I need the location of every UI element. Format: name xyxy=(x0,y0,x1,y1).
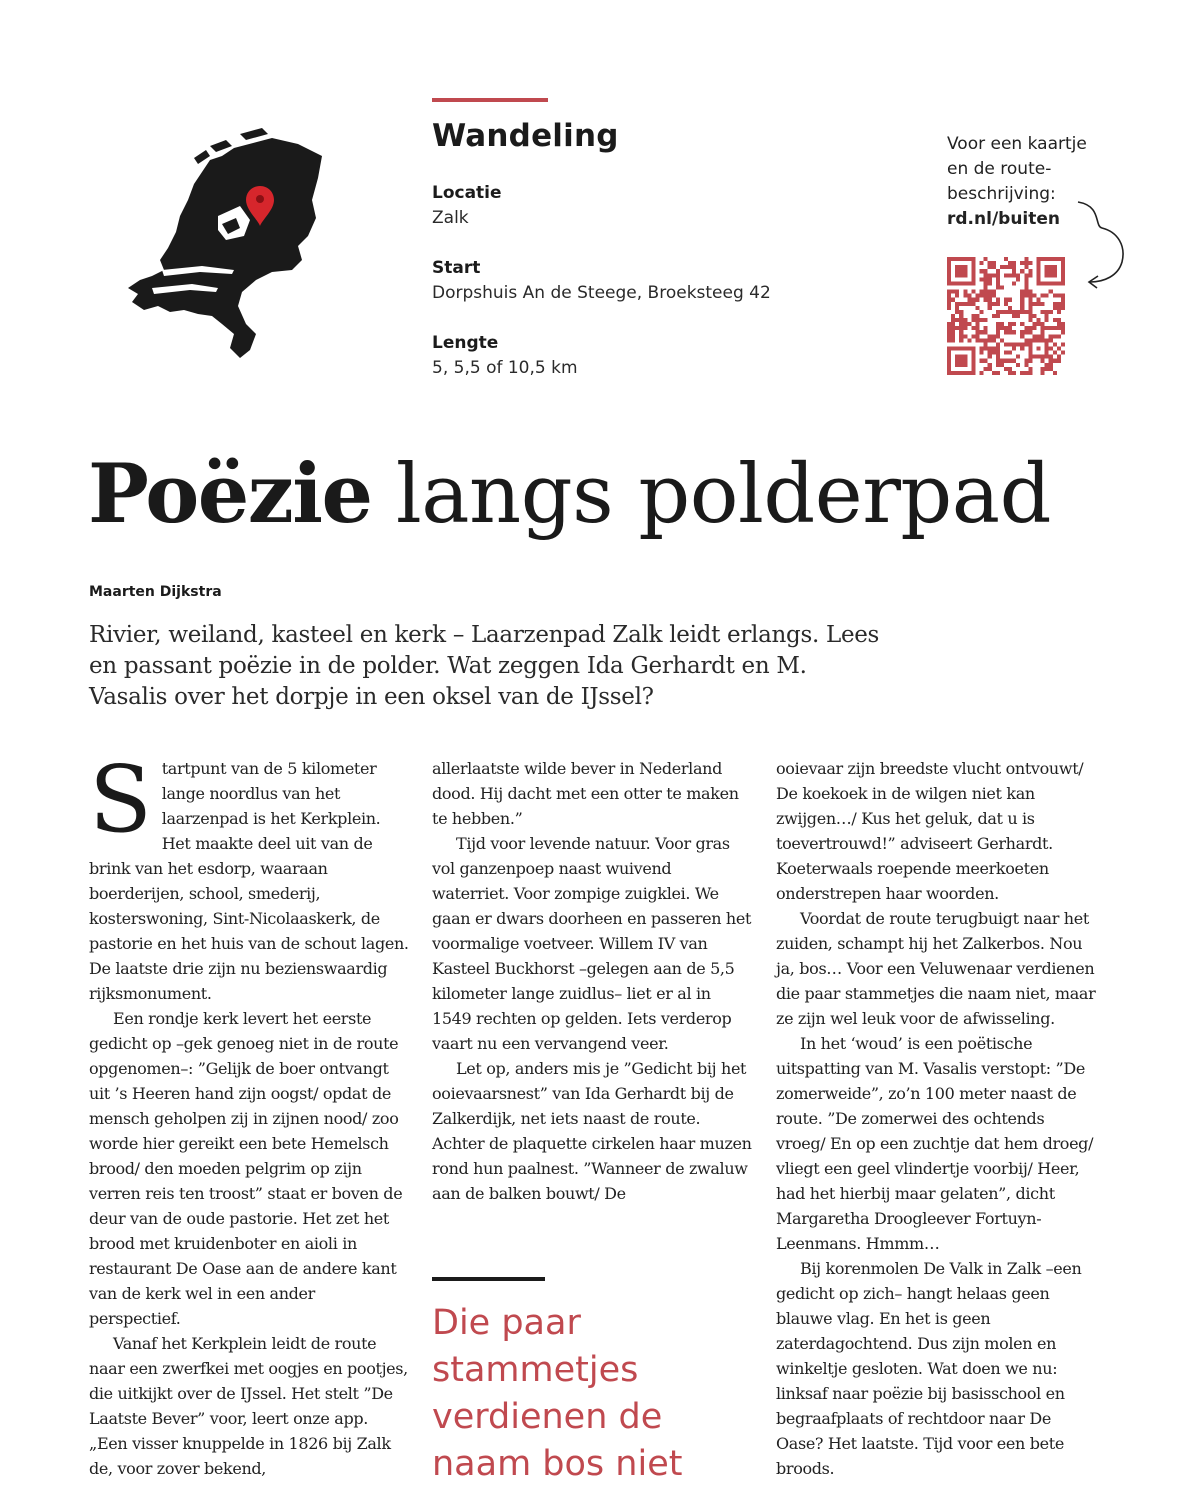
info-location xyxy=(432,181,852,231)
title-bold: Poëzie xyxy=(88,447,372,542)
info-start xyxy=(432,256,852,306)
body-column-2 xyxy=(432,756,752,1206)
paragraph: Vanaf het Kerkplein leidt de route naar een zwerfkei met oogjes en pootjes, die uitkijkt over de IJssel. Het stelt ”De Laatste Bever” voor, leert onze app. „Een visser knuppelde in 1826 bij Zalk de, voor zover bekend, xyxy=(89,1334,408,1478)
paragraph: Let op, anders mis je ”Gedicht bij het ooievaarsnest” van Ida Gerhardt bij de Zalkerdijk, net iets naast de route. Achter de plaquette cirkelen haar muzen rond hun paalnest. ”Wanneer de zwaluw aan de balken bouwt/ De xyxy=(432,1059,752,1203)
netherlands-map-icon xyxy=(122,120,322,360)
length-label: Lengte xyxy=(432,333,499,353)
qr-caption-line: beschrijving: xyxy=(947,184,1056,204)
start-label: Start xyxy=(432,258,481,278)
length-value: 5, 5,5 of 10,5 km xyxy=(432,358,578,378)
qr-code-icon[interactable] xyxy=(947,257,1065,375)
paragraph: In het ‘woud’ is een poëtische uitspatting van M. Vasalis verstopt: ”De zomerweide”, zo’n 100 meter naast de route. ”De zomerwei des ochtends vroeg/ En op een zuchtje dat hem droeg/ vliegt een geel vlindertje voorbij/ Heer, had het hierbij maar gelaten”, dicht Margaretha Droogleever Fortuyn-Leenmans. Hmmm… xyxy=(776,1034,1094,1253)
paragraph-text: tartpunt van de 5 kilometer lange noordlus van het laarzenpad is het Kerkplein. Het maakte deel uit van de brink van het esdorp, waaraan boerderijen, school, smederij, kosterswoning, Sint-Nicolaaskerk, de pastorie en het huis van de schout lagen. De laatste drie zijn nu bezienswaardig rijksmonument. xyxy=(89,759,409,1003)
article-title xyxy=(88,442,1138,548)
location-value: Zalk xyxy=(432,208,469,228)
section-kicker: Wandeling xyxy=(432,118,619,154)
accent-rule xyxy=(432,98,548,102)
qr-url-link[interactable]: rd.nl/buiten xyxy=(947,209,1061,229)
pullquote: Die paar stammetjes verdienen de naam bos niet xyxy=(432,1303,683,1484)
curved-arrow-icon xyxy=(1072,196,1132,292)
pullquote-rule xyxy=(432,1277,545,1281)
drop-cap: S xyxy=(89,746,152,853)
article-lead: Rivier, weiland, kasteel en kerk – Laarzenpad Zalk leidt erlangs. Lees en passant poëzie in de polder. Wat zeggen Ida Gerhardt en M. Vasalis over het dorpje in een oksel van de IJssel? xyxy=(89,622,880,710)
paragraph: Tijd voor levende natuur. Voor gras vol ganzenpoep naast wuivend waterriet. Voor zompige zuigklei. We gaan er dwars doorheen en passeren het voormalige voetveer. Willem IV van Kasteel Buckhorst –gelegen aan de 5,5 kilometer lange zuidlus– liet er al in 1549 rechten op gelden. Iets verderop vaart nu een vervangend veer. xyxy=(432,834,752,1053)
location-label: Locatie xyxy=(432,183,502,203)
paragraph xyxy=(89,746,409,1006)
qr-caption-line: Voor een kaartje xyxy=(947,134,1087,154)
qr-caption-line: en de route- xyxy=(947,159,1052,179)
author-byline: Maarten Dijkstra xyxy=(89,584,222,600)
paragraph: Een rondje kerk levert het eerste gedicht op –gek genoeg niet in de route opgenomen–: ”Gelijk de boer ontvangt uit ’s Heeren hand zijn oogst/ opdat de mensch geholpen zij in zijnen nood/ zoo worde hier gereikt een bete Hemelsch brood/ den moeden pelgrim op zijn verren reis ten troost” staat er boven de deur van de oude pastorie. Het zet het brood met kruidenboter en aioli in restaurant De Oase aan de andere kant van de kerk wel in een ander perspectief. xyxy=(89,1009,403,1328)
info-length xyxy=(432,331,852,381)
title-rest: langs polderpad xyxy=(395,448,1051,542)
body-column-3 xyxy=(776,756,1096,1481)
paragraph: ooievaar zijn breedste vlucht ontvouwt/ De koekoek in de wilgen niet kan zwijgen…/ Kus het geluk, dat u is toevertrouwd!” adviseert Gerhardt. Koeterwaals roepende meerkoeten onderstrepen haar woorden. xyxy=(776,759,1084,903)
start-value: Dorpshuis An de Steege, Broeksteeg 42 xyxy=(432,283,771,303)
body-column-1 xyxy=(89,746,409,1481)
paragraph: Bij korenmolen De Valk in Zalk –een gedicht op zich– hangt helaas geen blauwe vlag. En het is geen zaterdagochtend. Dus zijn molen en winkeltje gesloten. Wat doen we nu: linksaf naar poëzie bij basisschool en begraafplaats of rechtdoor naar De Oase? Het laatste. Tijd voor een bete broods. xyxy=(776,1259,1082,1478)
paragraph: allerlaatste wilde bever in Nederland dood. Hij dacht met een otter te maken te hebben.” xyxy=(432,759,739,828)
paragraph: Voordat de route terugbuigt naar het zuiden, schampt hij het Zalkerbos. Nou ja, bos… Voor een Veluwenaar verdienen die paar stammetjes die naam niet, maar ze zijn wel leuk voor de afwisseling. xyxy=(776,909,1096,1028)
